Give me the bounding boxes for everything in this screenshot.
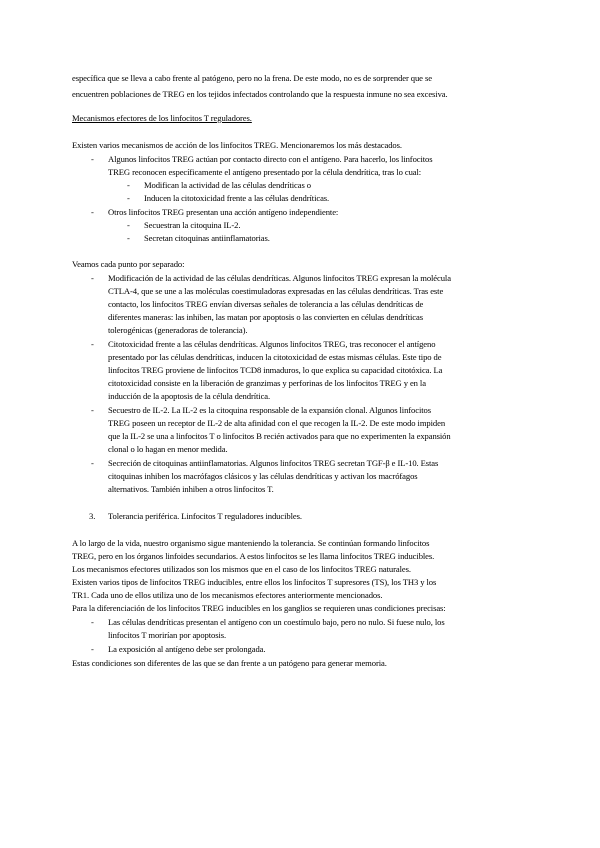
detail-item2-line: Citotoxicidad frente a las células dendríticas. Algunos linfocitos TREG, tras reconocer el antígeno (108, 339, 436, 349)
bullet-dash: - (91, 273, 94, 283)
sub-bullet-dash: - (127, 180, 130, 190)
intro-line-1: específica que se lleva a cabo frente al patógeno, pero no la frena. De este modo, no es de sorprender que se (72, 73, 432, 83)
peripheral-line: TR1. Cada uno de ellos utiliza uno de los mecanismos efectores anteriormente mencionados. (72, 590, 383, 600)
peripheral-line: Existen varios tipos de linfocitos TREG inducibles, entre ellos los linfocitos T supresores (TS), los TH3 y los (72, 577, 437, 587)
peripheral-line: Para la diferenciación de los linfocitos TREG inducibles en los ganglios se requieren unas condiciones precisas: (72, 603, 446, 613)
detail-item3-line: clonal o lo hagan en menor medida. (108, 444, 228, 454)
list-number: 3. (89, 511, 96, 521)
sub-bullet-dash: - (127, 193, 130, 203)
detail-item2-line: inducción de la apoptosis de la célula dendrítica. (108, 391, 271, 401)
section-heading: Mecanismos efectores de los linfocitos T reguladores. (72, 113, 252, 123)
detail-item1-line: diferentes maneras: las inhiben, las matan por apoptosis o las convierten en células dendríticas (108, 312, 423, 322)
detail-item4-line: citoquinas inhiben los macrófagos clásicos y las células dendríticas y activan los macrófagos (108, 471, 418, 481)
bullet-dash: - (91, 339, 94, 349)
bullet2-sub-1: Secuestran la citoquina IL-2. (144, 220, 241, 230)
peripheral-line: TREG, pero en los órganos linfoides secundarios. A estos linfocitos se les llama linfocitos TREG inducibles. (72, 551, 435, 561)
sub-bullet-dash: - (127, 220, 130, 230)
mechanisms-intro: Existen varios mecanismos de acción de los linfocitos TREG. Mencionaremos los más destacados. (72, 140, 402, 150)
condition1-line-1: Las células dendríticas presentan el antígeno con un coestímulo bajo, pero no nulo. Si fuese nulo, los (108, 617, 445, 627)
bullet1-line-1: Algunos linfocitos TREG actúan por contacto directo con el antígeno. Para hacerlo, los linfocitos (108, 154, 433, 164)
closing-line: Estas condiciones son diferentes de las que se dan frente a un patógeno para generar memoria. (72, 658, 387, 668)
intro-line-2: encuentren poblaciones de TREG en los tejidos infectados controlando que la respuesta inmune no sea excesiva. (72, 89, 448, 99)
detail-item4-line: alternativos. También inhiben a otros linfocitos T. (108, 484, 274, 494)
bullet-dash: - (91, 617, 94, 627)
detail-item2-line: presentado por las células dendríticas, inducen la citotoxicidad de estas mismas células. Este tipo de (108, 352, 442, 362)
bullet-dash: - (91, 458, 94, 468)
bullet1-line-2: TREG reconocen específicamente el antígeno presentado por la célula dendrítica, tras lo cual: (108, 167, 422, 177)
detail-item2-line: linfocitos TREG proviene de linfocitos TCD8 inmaduros, lo que explica su capacidad citotóxica. La (108, 365, 443, 375)
detail-item1-line: tolerogénicas (generadoras de tolerancia). (108, 325, 248, 335)
peripheral-line: Los mecanismos efectores utilizados son los mismos que en el caso de los linfocitos TREG naturales. (72, 564, 411, 574)
condition1-line-2: linfocitos T morirían por apoptosis. (108, 630, 227, 640)
peripheral-line: A lo largo de la vida, nuestro organismo sigue manteniendo la tolerancia. Se continúan formando linfocitos (72, 538, 430, 548)
detail-item3-line: TREG poseen un receptor de IL-2 de alta afinidad con el que recogen la IL-2. De este modo impiden (108, 418, 446, 428)
detail-item3-line: Secuestro de IL-2. La IL-2 es la citoquina responsable de la expansión clonal. Algunos linfocitos (108, 405, 431, 415)
numbered-section-title: Tolerancia periférica. Linfocitos T reguladores inducibles. (108, 511, 302, 521)
bullet1-sub-1: Modifican la actividad de las células dendríticas o (144, 180, 311, 190)
bullet-dash: - (91, 207, 94, 217)
bullet2-line-1: Otros linfocitos TREG presentan una acción antígeno independiente: (108, 207, 339, 217)
bullet-dash: - (91, 154, 94, 164)
bullet-dash: - (91, 644, 94, 654)
bullet2-sub-2: Secretan citoquinas antiinflamatorias. (144, 233, 270, 243)
detail-intro: Veamos cada punto por separado: (72, 259, 185, 269)
detail-item1-line: Modificación de la actividad de las células dendríticas. Algunos linfocitos TREG expresan la molécula (108, 273, 451, 283)
condition2: La exposición al antígeno debe ser prolongada. (108, 644, 266, 654)
detail-item1-line: CTLA-4, que se une a las moléculas coestimuladoras expresadas en las células dendríticas. Tras este (108, 286, 444, 296)
detail-item1-line: contacto, los linfocitos TREG envían diversas señales de tolerancia a las células dendríticas de (108, 299, 424, 309)
sub-bullet-dash: - (127, 233, 130, 243)
detail-item2-line: citotoxicidad consiste en la liberación de granzimas y perforinas de los linfocitos TREG y en la (108, 378, 426, 388)
detail-item3-line: que la IL-2 se una a linfocitos T o linfocitos B recién activados para que no experimenten la expansión (108, 431, 451, 441)
bullet1-sub-2: Inducen la citotoxicidad frente a las células dendríticas. (144, 193, 330, 203)
detail-item4-line: Secreción de citoquinas antiinflamatorias. Algunos linfocitos TREG secretan TGF-β e IL-10. Estas (108, 458, 439, 468)
bullet-dash: - (91, 405, 94, 415)
